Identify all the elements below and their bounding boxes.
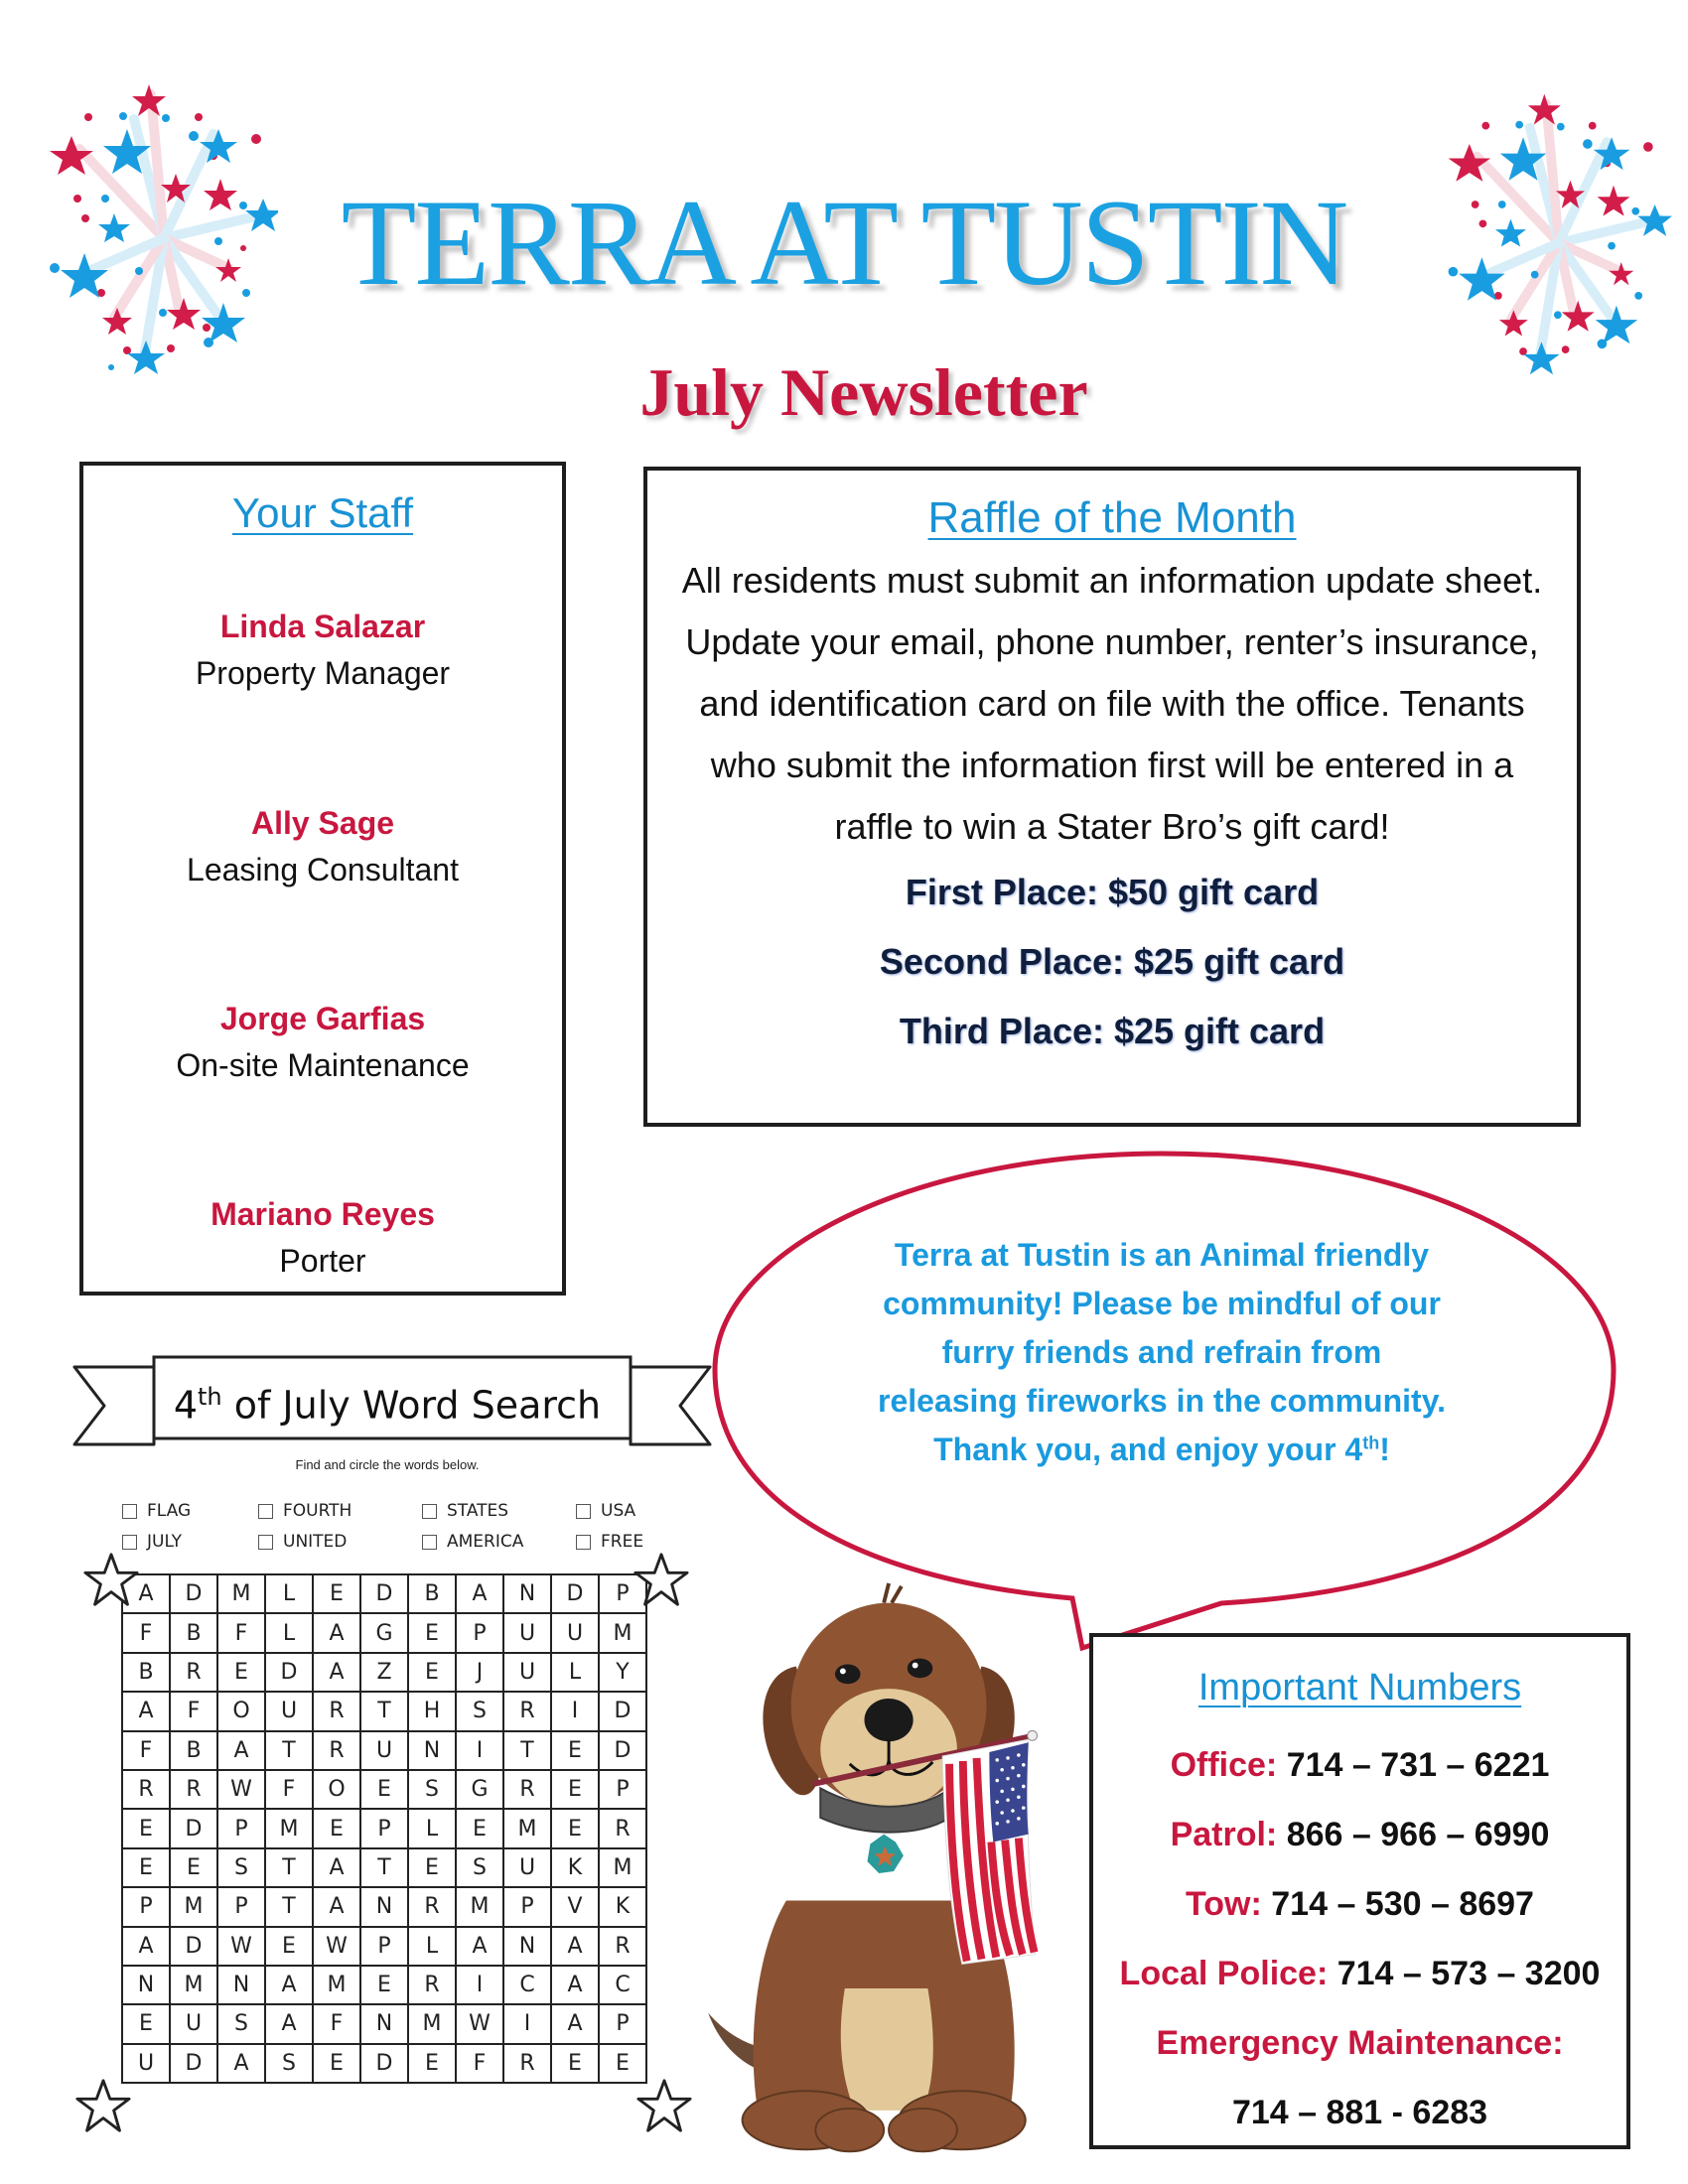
grid-cell[interactable]: A (551, 2004, 599, 2043)
grid-cell[interactable]: N (360, 1887, 408, 1926)
grid-cell[interactable]: A (551, 1966, 599, 2004)
grid-cell[interactable]: M (456, 1887, 503, 1926)
word-label: FOURTH (283, 1501, 352, 1521)
number-entry-emergency-value (1093, 2078, 1626, 2147)
staff-name: Ally Sage (250, 805, 395, 841)
grid-cell[interactable]: T (503, 1731, 551, 1770)
word-search-instructions: Find and circle the words below. (295, 1457, 480, 1472)
grid-cell[interactable]: E (313, 2044, 360, 2083)
word-label: FLAG (147, 1501, 192, 1521)
grid-cell[interactable]: E (551, 1731, 599, 1770)
grid-cell[interactable]: U (122, 2044, 170, 2083)
grid-cell[interactable]: R (408, 1966, 456, 2004)
exclamation: ! (1379, 1432, 1390, 1467)
number-entry-police (1093, 1939, 1626, 2008)
grid-cell[interactable]: D (265, 1653, 313, 1692)
grid-cell[interactable]: R (408, 1887, 456, 1926)
grid-cell[interactable]: W (217, 1927, 265, 1966)
grid-cell[interactable]: A (551, 1927, 599, 1966)
grid-cell[interactable]: O (313, 1770, 360, 1809)
grid-cell[interactable]: R (313, 1731, 360, 1770)
number-label: Emergency Maintenance: (1156, 2024, 1564, 2062)
grid-row (122, 1653, 646, 1692)
grid-cell[interactable]: R (503, 1692, 551, 1730)
grid-cell[interactable]: S (217, 1848, 265, 1887)
grid-cell[interactable]: S (456, 1848, 503, 1887)
grid-cell[interactable]: U (503, 1848, 551, 1887)
staff-name: Linda Salazar (219, 609, 426, 644)
grid-cell[interactable]: Y (599, 1653, 646, 1692)
grid-cell[interactable]: E (551, 2044, 599, 2083)
word-search-grid (121, 1573, 647, 2084)
grid-cell[interactable]: L (265, 1613, 313, 1652)
number-entry-office (1093, 1730, 1626, 1800)
grid-cell[interactable]: M (408, 2004, 456, 2043)
grid-row (122, 1927, 646, 1966)
grid-cell[interactable]: E (408, 2044, 456, 2083)
grid-cell[interactable]: K (599, 1887, 646, 1926)
grid-cell[interactable]: I (456, 1966, 503, 2004)
grid-cell[interactable]: F (170, 1692, 217, 1730)
grid-cell[interactable]: A (313, 1613, 360, 1652)
grid-cell[interactable]: O (217, 1692, 265, 1730)
grid-cell[interactable]: D (360, 1574, 408, 1613)
word-checkbox-item[interactable] (258, 1532, 347, 1552)
raffle-panel (643, 467, 1581, 1127)
grid-cell[interactable]: P (599, 1770, 646, 1809)
word-checkbox-item[interactable] (258, 1501, 352, 1521)
grid-cell[interactable]: P (217, 1809, 265, 1847)
grid-cell[interactable]: N (122, 1966, 170, 2004)
grid-cell[interactable]: H (408, 1692, 456, 1730)
pet-notice-line: community! Please be mindful of our (883, 1286, 1441, 1321)
grid-cell[interactable]: C (599, 1966, 646, 2004)
grid-cell[interactable]: W (217, 1770, 265, 1809)
phone-number[interactable]: 866 – 966 – 6990 (1286, 1816, 1550, 1853)
grid-cell[interactable]: N (503, 1574, 551, 1613)
grid-cell[interactable]: A (265, 2004, 313, 2043)
fireworks-left-icon (40, 74, 278, 382)
grid-cell[interactable]: U (170, 2004, 217, 2043)
grid-cell[interactable]: E (551, 1809, 599, 1847)
number-label: Tow: (1186, 1885, 1262, 1923)
grid-row (122, 1966, 646, 2004)
numbers-heading: Important Numbers (1197, 1667, 1522, 1708)
staff-heading: Your Staff (231, 489, 414, 536)
us-flag-icon (942, 1739, 1035, 1964)
prize-third: Third Place: $25 gift card (899, 1011, 1326, 1051)
grid-cell[interactable]: E (408, 1653, 456, 1692)
grid-cell[interactable]: I (551, 1692, 599, 1730)
grid-cell[interactable]: R (599, 1927, 646, 1966)
phone-number[interactable]: 714 – 881 - 6283 (1231, 2094, 1488, 2131)
grid-cell[interactable]: S (408, 1770, 456, 1809)
grid-cell[interactable]: P (456, 1613, 503, 1652)
checkbox[interactable] (422, 1535, 437, 1550)
ordinal-suffix: th (1362, 1433, 1380, 1453)
grid-cell[interactable]: N (217, 1966, 265, 2004)
grid-cell[interactable]: S (217, 2004, 265, 2043)
grid-cell[interactable]: G (360, 1613, 408, 1652)
pet-notice-line: furry friends and refrain from (941, 1334, 1382, 1370)
grid-cell[interactable]: E (551, 1770, 599, 1809)
grid-cell[interactable]: B (170, 1731, 217, 1770)
grid-cell[interactable]: F (456, 2044, 503, 2083)
grid-cell[interactable]: L (265, 1574, 313, 1613)
pet-notice-text (814, 1231, 1509, 1474)
word-label: AMERICA (447, 1532, 524, 1552)
grid-cell[interactable]: E (122, 1809, 170, 1847)
fireworks-right-icon (1435, 84, 1673, 382)
grid-cell[interactable]: E (599, 2044, 646, 2083)
number-label: Local Police: (1119, 1955, 1329, 1992)
checkbox[interactable] (122, 1504, 137, 1519)
grid-cell[interactable]: R (170, 1770, 217, 1809)
grid-cell[interactable]: A (313, 1653, 360, 1692)
grid-cell[interactable]: A (456, 1574, 503, 1613)
grid-cell[interactable]: E (408, 1613, 456, 1652)
grid-cell[interactable]: M (313, 1966, 360, 2004)
star-outline-icon (633, 1552, 690, 1609)
word-checkbox-item[interactable] (422, 1501, 508, 1521)
pet-notice-thanks: Thank you, and enjoy your 4 (933, 1432, 1363, 1467)
grid-cell[interactable]: A (313, 1887, 360, 1926)
grid-cell[interactable]: E (408, 1848, 456, 1887)
grid-cell[interactable]: F (122, 1731, 170, 1770)
number-entry-patrol (1093, 1800, 1626, 1869)
checkbox[interactable] (576, 1535, 591, 1550)
staff-member (83, 997, 562, 1090)
grid-cell[interactable]: E (360, 1770, 408, 1809)
grid-cell[interactable]: V (551, 1887, 599, 1926)
grid-cell[interactable]: D (599, 1731, 646, 1770)
grid-cell[interactable]: Z (360, 1653, 408, 1692)
grid-cell[interactable]: C (503, 1966, 551, 2004)
word-label: USA (601, 1501, 636, 1521)
grid-cell[interactable]: T (360, 1848, 408, 1887)
grid-cell[interactable]: P (217, 1887, 265, 1926)
grid-cell[interactable]: N (360, 2004, 408, 2043)
checkbox[interactable] (576, 1504, 591, 1519)
grid-cell[interactable]: W (456, 2004, 503, 2043)
grid-cell[interactable]: N (408, 1731, 456, 1770)
grid-row (122, 1887, 646, 1926)
staff-name: Jorge Garfias (219, 1001, 426, 1036)
grid-cell[interactable]: R (313, 1692, 360, 1730)
word-checkbox-item[interactable] (576, 1501, 635, 1521)
grid-cell[interactable]: P (122, 1887, 170, 1926)
grid-cell[interactable]: R (503, 2044, 551, 2083)
word-search-title (159, 1373, 616, 1430)
grid-cell[interactable]: N (503, 1927, 551, 1966)
phone-number[interactable]: 714 – 573 – 3200 (1336, 1955, 1601, 1992)
grid-cell[interactable]: T (360, 1692, 408, 1730)
pet-notice-line: Terra at Tustin is an Animal friendly (894, 1237, 1430, 1273)
word-label: UNITED (283, 1532, 348, 1552)
grid-cell[interactable]: F (122, 1613, 170, 1652)
staff-member (83, 801, 562, 894)
raffle-description: All residents must submit an information update sheet. Update your email, phone number, renter’s insurance, and identification card on file with the office. Tenants who submit the information first will be entered in a raffle to win a Stater Bro’s gift card! (681, 560, 1543, 847)
staff-name: Mariano Reyes (211, 1196, 435, 1232)
grid-cell[interactable]: D (170, 1574, 217, 1613)
grid-cell[interactable]: A (217, 1731, 265, 1770)
staff-role: Leasing Consultant (187, 852, 459, 887)
grid-cell[interactable]: D (170, 1927, 217, 1966)
checkbox[interactable] (122, 1535, 137, 1550)
grid-cell[interactable]: F (265, 1770, 313, 1809)
grid-row (122, 1731, 646, 1770)
word-label: STATES (447, 1501, 509, 1521)
grid-cell[interactable]: P (599, 2004, 646, 2043)
grid-row (122, 1692, 646, 1730)
grid-cell[interactable]: A (217, 2044, 265, 2083)
grid-cell[interactable]: T (265, 1731, 313, 1770)
word-checkbox-item[interactable] (122, 1532, 182, 1552)
star-outline-icon (82, 1552, 140, 1609)
prize-second: Second Place: $25 gift card (879, 941, 1345, 982)
grid-cell[interactable]: W (313, 1927, 360, 1966)
word-label: JULY (147, 1532, 183, 1552)
grid-cell[interactable]: A (265, 1966, 313, 2004)
raffle-heading: Raffle of the Month (927, 493, 1297, 542)
grid-cell[interactable]: M (170, 1887, 217, 1926)
grid-cell[interactable]: U (503, 1613, 551, 1652)
grid-cell[interactable]: D (170, 1809, 217, 1847)
grid-cell[interactable]: E (122, 1848, 170, 1887)
grid-cell[interactable]: U (503, 1653, 551, 1692)
important-numbers-panel (1089, 1633, 1630, 2149)
pet-notice-line (814, 1426, 1509, 1474)
grid-cell[interactable]: F (217, 1613, 265, 1652)
grid-cell[interactable]: A (122, 1927, 170, 1966)
number-entry-emergency (1093, 2008, 1626, 2078)
grid-cell[interactable]: I (456, 1731, 503, 1770)
grid-cell[interactable]: F (313, 2004, 360, 2043)
grid-cell[interactable]: E (313, 1809, 360, 1847)
grid-cell[interactable]: J (456, 1653, 503, 1692)
title-number: 4 (173, 1383, 199, 1428)
grid-cell[interactable]: U (360, 1731, 408, 1770)
grid-row (122, 1613, 646, 1652)
grid-cell[interactable]: A (122, 1692, 170, 1730)
checkbox[interactable] (258, 1504, 273, 1519)
grid-row (122, 1848, 646, 1887)
grid-cell[interactable]: B (122, 1653, 170, 1692)
staff-member (83, 1192, 562, 1286)
grid-cell[interactable]: M (503, 1809, 551, 1847)
grid-cell[interactable]: L (551, 1653, 599, 1692)
grid-cell[interactable]: K (551, 1848, 599, 1887)
grid-cell[interactable]: D (170, 2044, 217, 2083)
phone-number[interactable]: 714 – 731 – 6221 (1286, 1746, 1550, 1784)
ordinal-suffix: th (198, 1383, 222, 1411)
staff-role: Property Manager (195, 655, 451, 691)
grid-cell[interactable]: E (360, 1966, 408, 2004)
grid-row (122, 2044, 646, 2083)
grid-row (122, 1770, 646, 1809)
grid-row (122, 2004, 646, 2043)
grid-cell[interactable]: M (599, 1613, 646, 1652)
grid-cell[interactable]: A (122, 1574, 170, 1613)
prize-first: First Place: $50 gift card (905, 872, 1320, 912)
grid-cell[interactable]: P (599, 1574, 646, 1613)
staff-panel (79, 462, 566, 1296)
grid-cell[interactable]: L (408, 1809, 456, 1847)
grid-cell[interactable]: E (265, 1927, 313, 1966)
grid-cell[interactable]: M (217, 1574, 265, 1613)
grid-cell[interactable]: G (456, 1770, 503, 1809)
grid-cell[interactable]: B (170, 1613, 217, 1652)
checkbox[interactable] (258, 1535, 273, 1550)
grid-cell[interactable]: R (170, 1653, 217, 1692)
site-title: TERRA AT TUSTIN (341, 175, 1347, 311)
grid-cell[interactable]: M (170, 1966, 217, 2004)
word-checkbox-item[interactable] (422, 1532, 523, 1552)
grid-cell[interactable]: U (551, 1613, 599, 1652)
grid-cell[interactable]: R (599, 1809, 646, 1847)
grid-cell[interactable]: S (456, 1692, 503, 1730)
grid-cell[interactable]: D (599, 1692, 646, 1730)
grid-cell[interactable]: T (265, 1887, 313, 1926)
grid-cell[interactable]: R (122, 1770, 170, 1809)
grid-cell[interactable]: M (599, 1848, 646, 1887)
newsletter-title: July Newsletter (639, 354, 1088, 430)
grid-cell[interactable]: L (408, 1927, 456, 1966)
grid-cell[interactable]: U (265, 1692, 313, 1730)
grid-cell[interactable]: R (503, 1770, 551, 1809)
star-outline-icon (74, 2078, 132, 2135)
grid-cell[interactable]: S (265, 2044, 313, 2083)
grid-cell[interactable]: M (265, 1809, 313, 1847)
grid-row (122, 1809, 646, 1847)
grid-cell[interactable]: E (456, 1809, 503, 1847)
grid-cell[interactable]: E (122, 2004, 170, 2043)
staff-role: On-site Maintenance (176, 1047, 470, 1083)
dog-with-flag-illustration (685, 1578, 1102, 2164)
number-entry-tow (1093, 1869, 1626, 1939)
grid-row (122, 1574, 646, 1613)
grid-cell[interactable]: A (456, 1927, 503, 1966)
number-label: Office: (1170, 1746, 1278, 1784)
word-checkbox-item[interactable] (122, 1501, 191, 1521)
grid-cell[interactable]: E (217, 1653, 265, 1692)
phone-number[interactable]: 714 – 530 – 8697 (1271, 1885, 1534, 1923)
pet-notice-line: releasing fireworks in the community. (878, 1383, 1446, 1419)
grid-cell[interactable]: D (360, 2044, 408, 2083)
checkbox[interactable] (422, 1504, 437, 1519)
grid-cell[interactable]: D (551, 1574, 599, 1613)
staff-member (83, 605, 562, 698)
grid-cell[interactable]: A (313, 1848, 360, 1887)
grid-cell[interactable]: P (360, 1809, 408, 1847)
grid-cell[interactable]: E (170, 1848, 217, 1887)
grid-cell[interactable]: I (503, 2004, 551, 2043)
grid-cell[interactable]: T (265, 1848, 313, 1887)
grid-cell[interactable]: P (503, 1887, 551, 1926)
word-checkbox-item[interactable] (576, 1532, 643, 1552)
grid-cell[interactable]: B (408, 1574, 456, 1613)
grid-cell[interactable]: E (313, 1574, 360, 1613)
grid-cell[interactable]: P (360, 1927, 408, 1966)
number-label: Patrol: (1170, 1816, 1278, 1853)
title-text: of July Word Search (221, 1383, 602, 1428)
staff-role: Porter (279, 1243, 366, 1279)
word-label: FREE (601, 1532, 644, 1552)
